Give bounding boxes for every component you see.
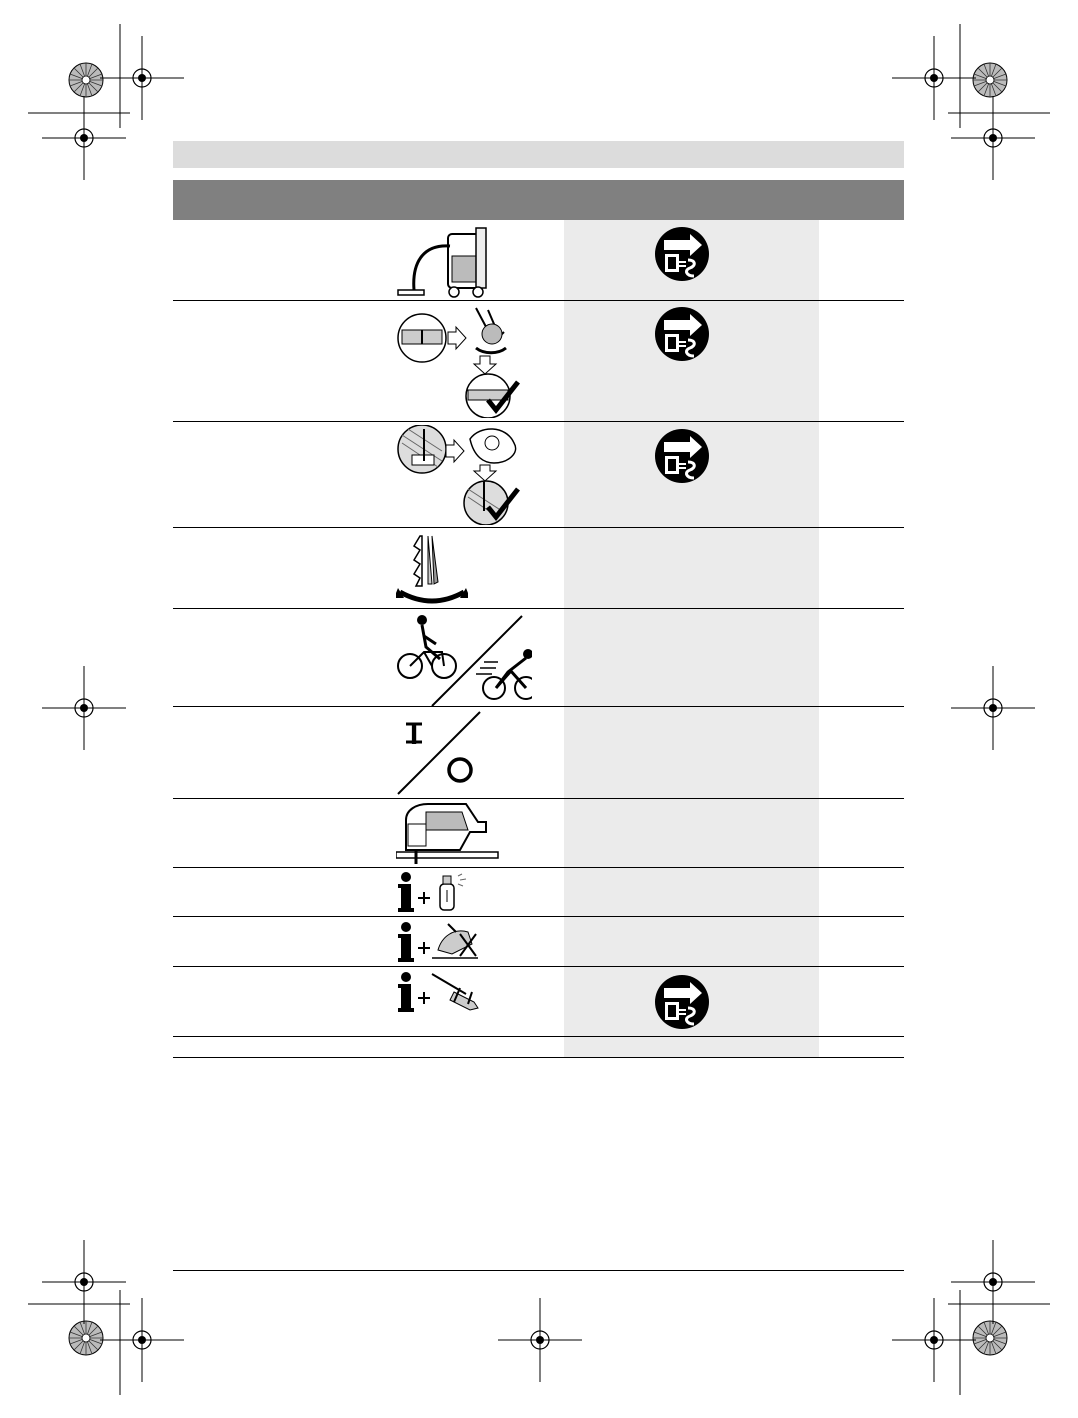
splinter-guard-icon (396, 304, 530, 418)
info-plunge-cut-icon (398, 920, 482, 964)
footer-line (173, 1270, 904, 1271)
disconnect-plug-icon (654, 226, 710, 282)
info-lubricant-icon (398, 870, 468, 914)
row-divider (173, 300, 904, 301)
row-divider (173, 608, 904, 609)
info-parallel-guide-icon (398, 970, 482, 1014)
row-divider (173, 1057, 904, 1058)
row-divider (173, 527, 904, 528)
row-divider (173, 706, 904, 707)
row-divider (173, 966, 904, 967)
disconnect-plug-icon (654, 428, 710, 484)
svg-text:I: I (409, 718, 419, 751)
table-header-bar (173, 180, 904, 220)
disconnect-plug-icon (654, 974, 710, 1030)
on-off-switch-icon (396, 710, 486, 796)
row-divider (173, 867, 904, 868)
disconnect-plug-icon (654, 306, 710, 362)
row-divider (173, 798, 904, 799)
page-header-band (173, 141, 904, 168)
speed-preselection-icon (396, 612, 532, 706)
sawing-operation-icon (396, 802, 500, 866)
row-divider (173, 421, 904, 422)
blade-guide-roller-icon (396, 425, 530, 525)
pendulum-action-icon (396, 532, 468, 604)
row-divider (173, 916, 904, 917)
row-divider (173, 1036, 904, 1037)
vacuum-extraction-icon (392, 224, 528, 300)
